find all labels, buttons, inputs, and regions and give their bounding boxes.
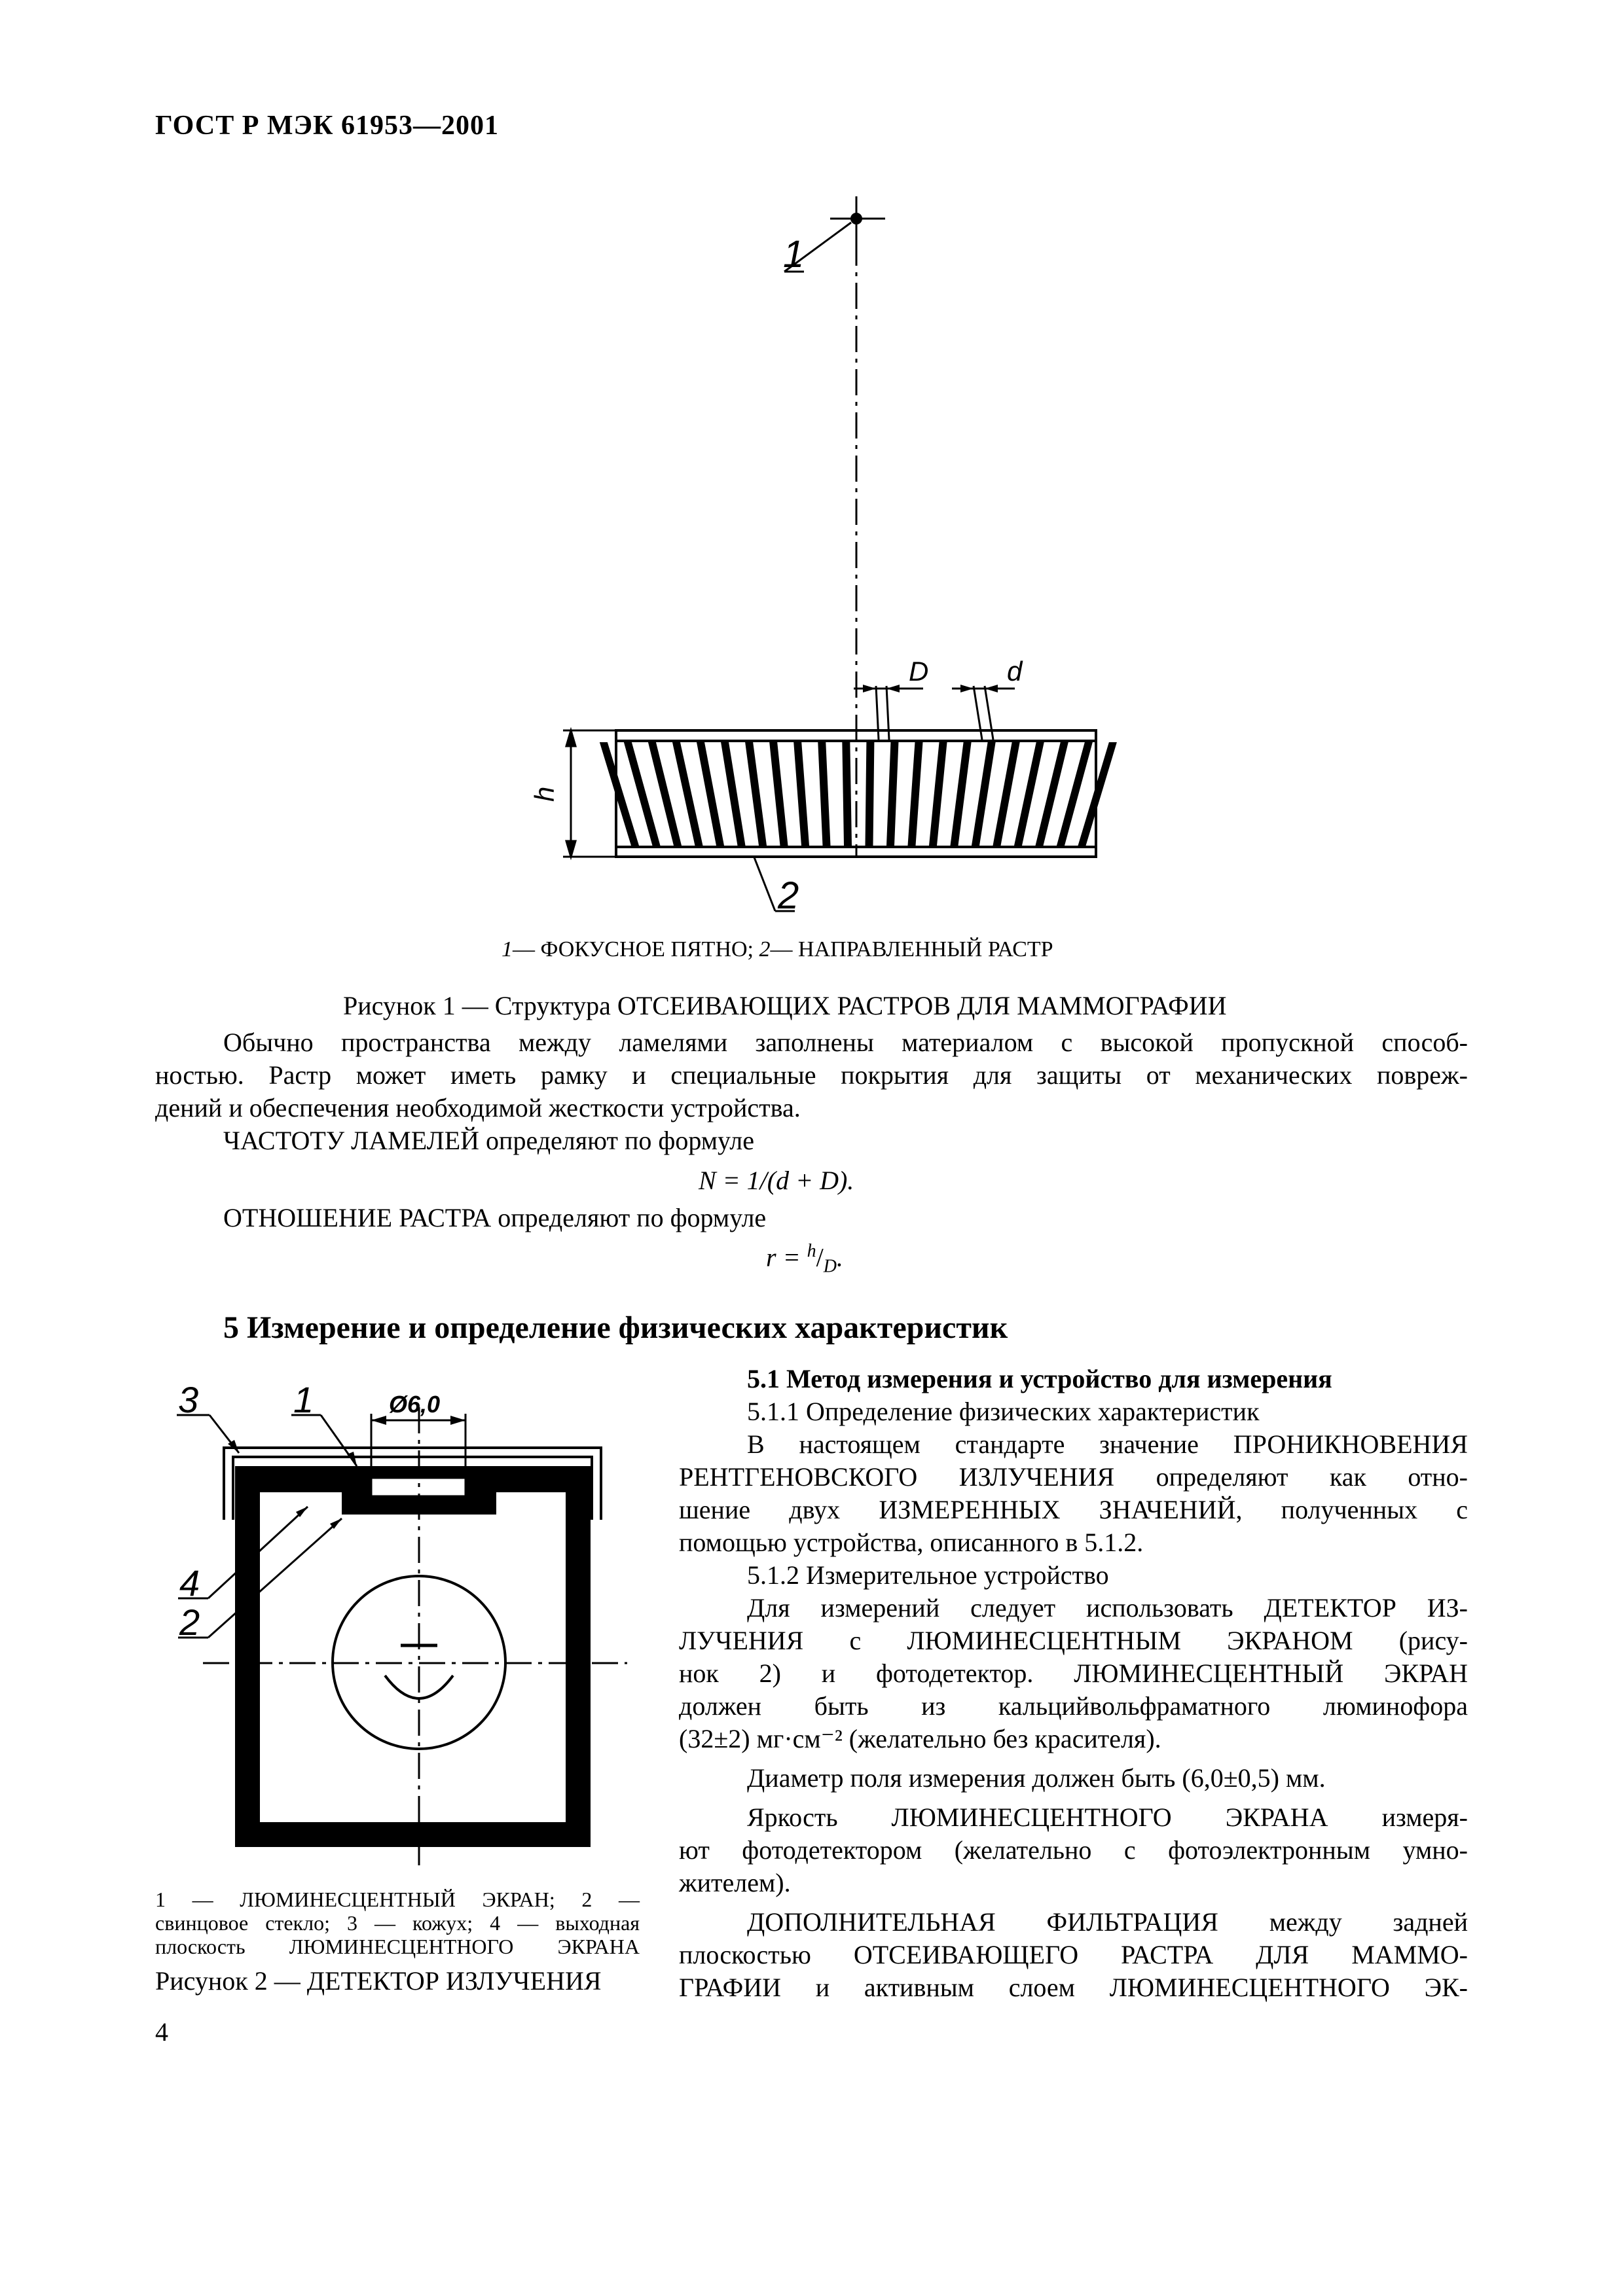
paragraph-lamella-frequency: ЧАСТОТУ ЛАМЕЛЕЙ определяют по формуле (223, 1126, 754, 1155)
figure-2-label-3: 3 (178, 1379, 199, 1420)
formula-frequency: N = 1/(d + D). (699, 1166, 854, 1195)
lamella (745, 742, 767, 846)
page-number: 4 (155, 2017, 168, 2047)
figure-1-label-d: d (1007, 656, 1023, 687)
lamella (886, 742, 898, 846)
figure-2-label-2: 2 (179, 1602, 200, 1643)
figure-2-label-1: 1 (293, 1379, 314, 1420)
lamella (908, 742, 923, 846)
figure-1-label-2: 2 (778, 874, 799, 917)
lamella (866, 742, 875, 846)
lamella (697, 742, 724, 846)
lamella (818, 742, 830, 846)
figure-1-label-D: D (909, 656, 929, 687)
lamella (721, 742, 745, 846)
figure-2-label-4: 4 (179, 1562, 200, 1604)
lamella (793, 742, 809, 846)
figure-2-caption: Рисунок 2 — ДЕТЕКТОР ИЗЛУЧЕНИЯ (155, 1966, 602, 1996)
figure-2-label-diameter: Ø6,0 (389, 1391, 441, 1418)
document-header: ГОСТ Р МЭК 61953—2001 (155, 111, 499, 141)
paragraph-grid-ratio: ОТНОШЕНИЕ РАСТРА определяют по формуле (223, 1203, 767, 1232)
formula-ratio: $r = ^h/_D$. (766, 1241, 843, 1277)
lamella (929, 742, 947, 846)
paragraph-lamella-fill: Обычно пространства между ламелями заполнены материалом с высокой пропускной способ- ностью. Растр может иметь рамку и специальные покрытия для защиты от механических повреж- дений и обеспечения необходимой жесткости устройства. (155, 1028, 1468, 1122)
section-5-title: 5 Измерение и определение физических характеристик (223, 1310, 1008, 1345)
lamella (769, 742, 788, 846)
figure-1-caption: Рисунок 1 — Структура ОТСЕИВАЮЩИХ РАСТРОВ ДЛЯ МАММОГРАФИИ (343, 991, 1227, 1020)
figure-1-label-h: h (529, 786, 560, 802)
figure-2-legend: 1 — ЛЮМИНЕСЦЕНТНЫЙ ЭКРАН; 2 — свинцовое стекло; 3 — кожух; 4 — выходная плоскость ЛЮМИНЕСЦЕНТНОГО ЭКРАНА (155, 1888, 640, 1958)
lamella (842, 742, 852, 846)
figure-1-label-1: 1 (783, 233, 805, 276)
lamella (993, 742, 1020, 846)
grid-lamellae (600, 742, 1117, 846)
figure-2-radiation-detector (0, 1348, 655, 1872)
figure-1-grid-structure (0, 0, 1623, 929)
lamella (951, 742, 972, 846)
right-column-text: 5.1 Метод измерения и устройство для измерения 5.1.1 Определение физических характеристик В настоящем стандарте значение ПРОНИКНОВЕНИЯ РЕНТГЕНОВСКОГО ИЗЛУЧЕНИЯ определяют как отно- шение двух ИЗМЕРЕННЫХ ЗНАЧЕНИЙ, полученных с помощью устройства, описанного в 5.1.2. 5.1.2 Измерительное устройство Для измерений следует использовать ДЕТЕКТОР ИЗ- ЛУЧЕНИЯ с ЛЮМИНЕСЦЕНТНЫМ ЭКРАНОМ (рису- нок 2) и фотодетектор. ЛЮМИНЕСЦЕНТНЫЙ ЭКРАН должен быть из кальцийвольфраматного люминофора (32±2) мг·см⁻² (желательно без красителя). Диаметр поля измерения должен быть (6,0±0,5) мм. Яркость ЛЮМИНЕСЦЕНТНОГО ЭКРАНА измеря- ют фотодетектором (желательно с фотоэлектронным умно- жителем). ДОПОЛНИТЕЛЬНАЯ ФИЛЬТРАЦИЯ между задней плоскостью ОТСЕИВАЮЩЕГО РАСТРА ДЛЯ МАММО- ГРАФИИ и активным слоем ЛЮМИНЕСЦЕНТНОГО ЭК- (679, 1364, 1468, 2002)
lamella (972, 742, 996, 846)
figure-1-legend: 1— ФОКУСНОЕ ПЯТНО; 2— НАПРАВЛЕННЫЙ РАСТР (501, 937, 1053, 961)
focal-spot-marker (850, 213, 862, 224)
